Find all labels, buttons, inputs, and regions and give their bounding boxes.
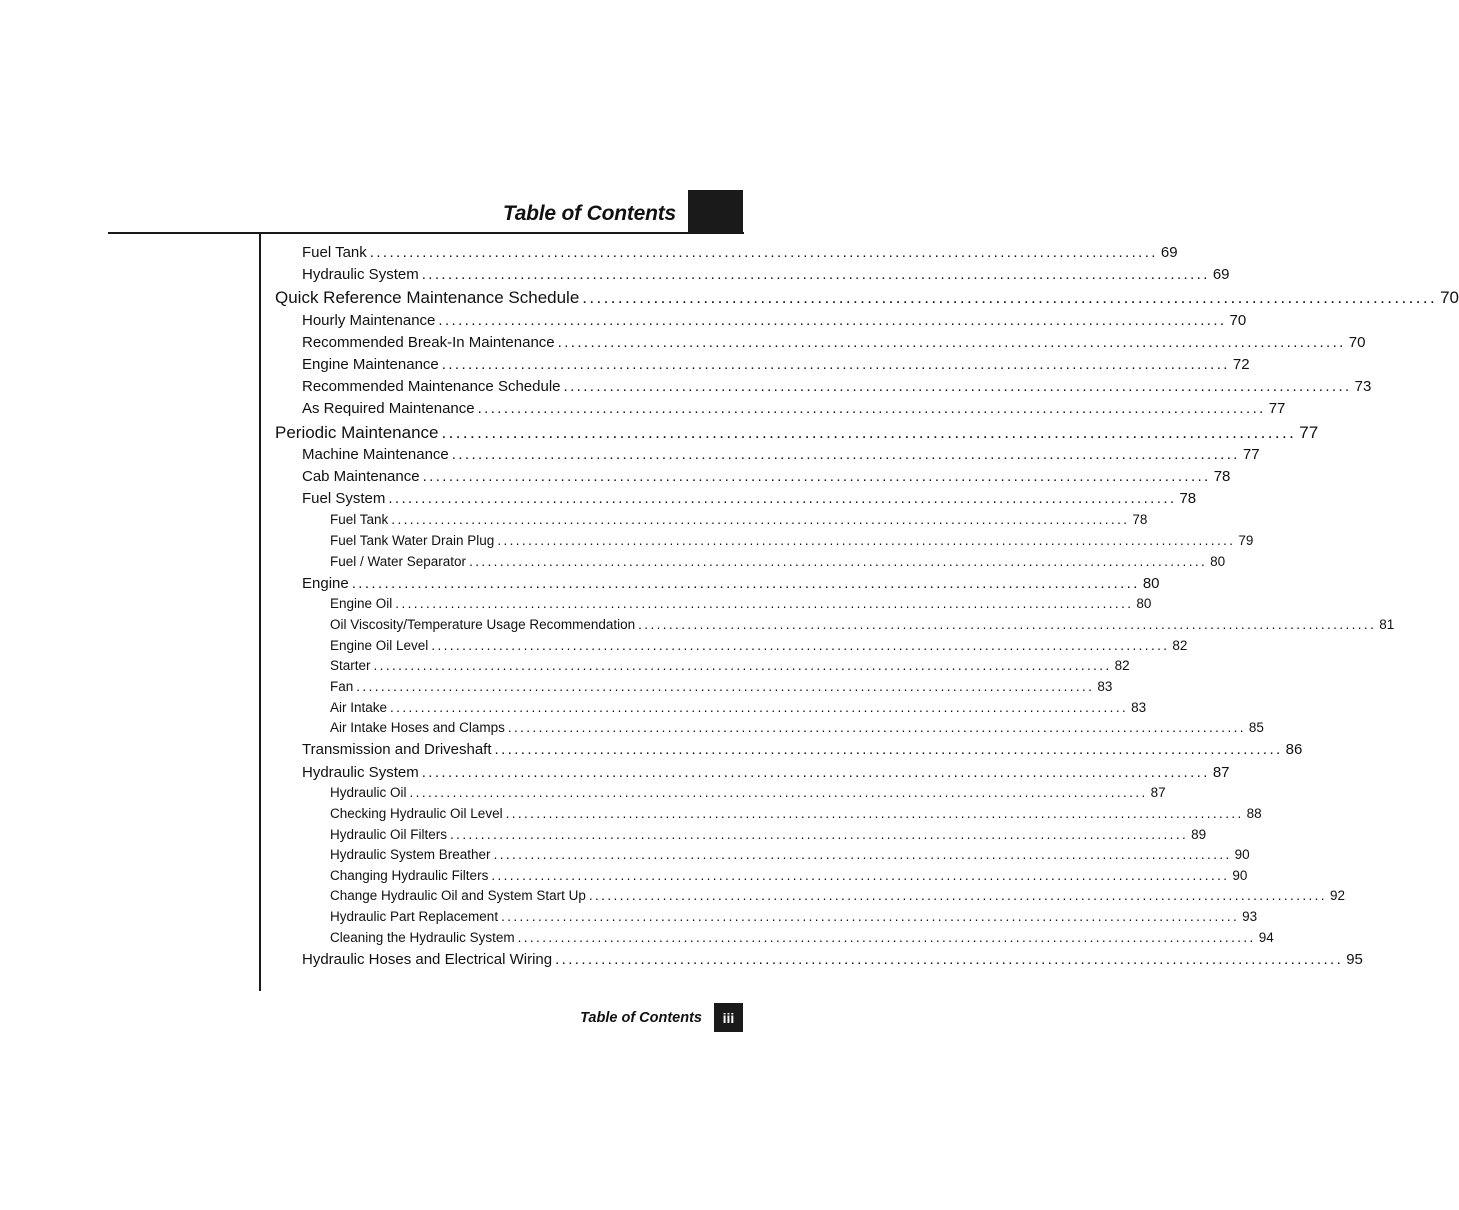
toc-entry-page: 90 bbox=[1232, 868, 1248, 883]
toc-entry-label: Hydraulic Oil bbox=[330, 785, 407, 800]
toc-entry-label: Starter bbox=[330, 658, 371, 673]
toc-entry-label: Fuel Tank bbox=[330, 512, 389, 527]
footer-page-number: iii bbox=[714, 1003, 743, 1032]
toc-entry-page: 78 bbox=[1179, 490, 1197, 507]
toc-entry-page: 80 bbox=[1136, 596, 1152, 611]
toc-dot-leader: ........................................................................................................................ bbox=[369, 244, 1158, 261]
toc-entry-label: Transmission and Driveshaft bbox=[302, 741, 492, 758]
toc-entry bbox=[330, 533, 1254, 548]
toc-dot-leader: ........................................................................................................................ bbox=[493, 847, 1232, 862]
toc-entry-page: 82 bbox=[1172, 638, 1188, 653]
toc-entry-label: Fuel / Water Separator bbox=[330, 554, 467, 569]
toc-entry-page: 82 bbox=[1114, 658, 1130, 673]
toc-entry-label: Fuel System bbox=[302, 490, 386, 507]
toc-entry-page: 70 bbox=[1229, 312, 1247, 329]
toc-entry-page: 72 bbox=[1232, 356, 1250, 373]
toc-entry bbox=[302, 764, 1230, 781]
toc-dot-leader: ........................................................................................................................ bbox=[501, 909, 1240, 924]
toc-dot-leader: ........................................................................................................................ bbox=[517, 930, 1256, 945]
toc-entry-label: Hydraulic System Breather bbox=[330, 847, 491, 862]
header-title: Table of Contents bbox=[502, 202, 676, 225]
toc-entry-page: 87 bbox=[1150, 785, 1166, 800]
toc-dot-leader: ........................................................................................................................ bbox=[588, 888, 1327, 903]
toc-entry-page: 94 bbox=[1258, 930, 1274, 945]
toc-entry-page: 83 bbox=[1131, 700, 1147, 715]
toc-entry bbox=[302, 378, 1372, 395]
toc-dot-leader: ........................................................................................................................ bbox=[491, 868, 1230, 883]
toc-entry bbox=[330, 785, 1166, 800]
toc-dot-leader: ........................................................................................................................ bbox=[438, 312, 1227, 329]
toc-entry bbox=[330, 512, 1148, 527]
toc-dot-leader: ........................................................................................................................ bbox=[373, 658, 1112, 673]
toc-entry bbox=[302, 575, 1160, 592]
toc-dot-leader: ........................................................................................................................ bbox=[431, 638, 1170, 653]
toc-dot-leader: ........................................................................................................................ bbox=[422, 468, 1211, 485]
toc-entry bbox=[302, 334, 1366, 351]
toc-entry bbox=[330, 868, 1248, 883]
toc-entry-label: Hydraulic Hoses and Electrical Wiring bbox=[302, 951, 553, 968]
toc-entry-label: Oil Viscosity/Temperature Usage Recommendation bbox=[330, 617, 636, 632]
toc-dot-leader: ........................................................................................................................ bbox=[391, 512, 1130, 527]
toc-dot-leader: ........................................................................................................................ bbox=[497, 533, 1236, 548]
toc-entry bbox=[330, 638, 1188, 653]
toc-dot-leader: ........................................................................................................................ bbox=[441, 356, 1230, 373]
toc-entry-page: 78 bbox=[1213, 468, 1231, 485]
toc-dot-leader: ........................................................................................................................ bbox=[563, 378, 1352, 395]
toc-entry-page: 88 bbox=[1246, 806, 1262, 821]
toc-entry-page: 80 bbox=[1210, 554, 1226, 569]
toc-entry bbox=[275, 423, 1319, 443]
toc-entry-label: Quick Reference Maintenance Schedule bbox=[275, 288, 580, 307]
toc-entry bbox=[302, 468, 1231, 485]
toc-entry-page: 69 bbox=[1212, 266, 1230, 283]
toc-entry-label: Engine Maintenance bbox=[302, 356, 439, 373]
toc-entry-page: 93 bbox=[1242, 909, 1258, 924]
toc-entry-page: 92 bbox=[1329, 888, 1345, 903]
toc-entry bbox=[330, 888, 1345, 903]
toc-entry-page: 70 bbox=[1440, 288, 1459, 307]
toc-entry-label: Change Hydraulic Oil and System Start Up bbox=[330, 888, 586, 903]
toc-entry-label: Hydraulic Oil Filters bbox=[330, 827, 448, 842]
toc-dot-leader: ........................................................................................................................ bbox=[395, 596, 1134, 611]
toc-entry-label: Hydraulic System bbox=[302, 266, 419, 283]
toc-dot-leader: ........................................................................................................................ bbox=[505, 806, 1244, 821]
toc-entry bbox=[302, 490, 1197, 507]
toc-entry bbox=[330, 617, 1395, 632]
toc-entry bbox=[330, 700, 1147, 715]
toc-dot-leader: ........................................................................................................................ bbox=[507, 720, 1246, 735]
toc-entry-page: 86 bbox=[1285, 741, 1303, 758]
toc-entry-label: Hydraulic Part Replacement bbox=[330, 909, 499, 924]
toc-entry-label: Periodic Maintenance bbox=[275, 423, 439, 442]
toc-entry-page: 77 bbox=[1299, 423, 1319, 442]
toc-entry bbox=[302, 446, 1260, 463]
toc-dot-leader: ........................................................................................................................ bbox=[557, 334, 1346, 351]
toc-dot-leader: ........................................................................................................................ bbox=[555, 951, 1344, 968]
toc-entry-label: Machine Maintenance bbox=[302, 446, 449, 463]
toc-entry-label: Fan bbox=[330, 679, 354, 694]
toc-entry-label: Recommended Maintenance Schedule bbox=[302, 378, 561, 395]
toc-entry-page: 80 bbox=[1142, 575, 1160, 592]
toc-entry bbox=[330, 679, 1113, 694]
toc-entry-label: Air Intake bbox=[330, 700, 388, 715]
toc-entry bbox=[330, 596, 1152, 611]
toc-entry-label: As Required Maintenance bbox=[302, 400, 475, 417]
toc-entry-page: 87 bbox=[1212, 764, 1230, 781]
toc-entry-page: 90 bbox=[1234, 847, 1250, 862]
toc-entry-label: Hourly Maintenance bbox=[302, 312, 436, 329]
toc-entry-label: Engine Oil bbox=[330, 596, 393, 611]
toc-entry bbox=[302, 312, 1247, 329]
toc-dot-leader: ........................................................................................................................ bbox=[469, 554, 1208, 569]
toc-entry-label: Recommended Break-In Maintenance bbox=[302, 334, 555, 351]
toc-entry bbox=[302, 951, 1363, 968]
toc-dot-leader: ........................................................................................................................ bbox=[351, 575, 1140, 592]
toc-entry-label: Changing Hydraulic Filters bbox=[330, 868, 489, 883]
toc-dot-leader: ........................................................................................................................ bbox=[494, 741, 1283, 758]
toc-entry-page: 77 bbox=[1268, 400, 1286, 417]
toc-entry-page: 69 bbox=[1160, 244, 1178, 261]
toc-entry bbox=[302, 356, 1250, 373]
footer-title: Table of Contents bbox=[580, 1010, 702, 1026]
toc-entry-page: 78 bbox=[1132, 512, 1148, 527]
toc-entry bbox=[330, 930, 1274, 945]
toc-entry-page: 70 bbox=[1348, 334, 1366, 351]
toc-entry-label: Air Intake Hoses and Clamps bbox=[330, 720, 505, 735]
toc-dot-leader: ........................................................................................................................ bbox=[390, 700, 1129, 715]
toc-entry-label: Fuel Tank Water Drain Plug bbox=[330, 533, 495, 548]
toc-entry-label: Hydraulic System bbox=[302, 764, 419, 781]
toc-dot-leader: ........................................................................................................................ bbox=[388, 490, 1177, 507]
toc-entry bbox=[330, 658, 1130, 673]
toc-entry-label: Fuel Tank bbox=[302, 244, 367, 261]
toc-entry bbox=[275, 288, 1459, 308]
toc-entry-label: Cab Maintenance bbox=[302, 468, 420, 485]
toc-entry bbox=[302, 266, 1230, 283]
toc-entry-page: 73 bbox=[1354, 378, 1372, 395]
toc-entry-label: Engine bbox=[302, 575, 349, 592]
toc-entry bbox=[330, 806, 1262, 821]
toc-dot-leader: ........................................................................................................................ bbox=[451, 446, 1240, 463]
toc-entry bbox=[330, 554, 1226, 569]
toc-entry-page: 85 bbox=[1248, 720, 1264, 735]
toc-entry-label: Checking Hydraulic Oil Level bbox=[330, 806, 503, 821]
toc-entry-label: Engine Oil Level bbox=[330, 638, 429, 653]
toc-entry-page: 81 bbox=[1379, 617, 1395, 632]
toc-entry bbox=[330, 827, 1207, 842]
toc-entry-label: Cleaning the Hydraulic System bbox=[330, 930, 515, 945]
toc-dot-leader: ........................................................................................................................ bbox=[441, 423, 1297, 442]
toc-dot-leader: ........................................................................................................................ bbox=[421, 764, 1210, 781]
toc-dot-leader: ........................................................................................................................ bbox=[409, 785, 1148, 800]
toc-entry bbox=[330, 909, 1258, 924]
toc-dot-leader: ........................................................................................................................ bbox=[582, 288, 1438, 307]
toc-entry bbox=[302, 741, 1303, 758]
toc-dot-leader: ........................................................................................................................ bbox=[421, 266, 1210, 283]
toc-entry-page: 89 bbox=[1191, 827, 1207, 842]
toc-entry-page: 95 bbox=[1346, 951, 1363, 968]
toc-entry bbox=[302, 400, 1286, 417]
toc-dot-leader: ........................................................................................................................ bbox=[450, 827, 1189, 842]
toc-entry bbox=[330, 847, 1250, 862]
toc-entry bbox=[330, 720, 1264, 735]
toc-entry-page: 79 bbox=[1238, 533, 1254, 548]
toc-dot-leader: ........................................................................................................................ bbox=[638, 617, 1377, 632]
toc-dot-leader: ........................................................................................................................ bbox=[356, 679, 1095, 694]
toc-entry-page: 77 bbox=[1242, 446, 1260, 463]
toc-entry-page: 83 bbox=[1097, 679, 1113, 694]
toc-entry bbox=[302, 244, 1178, 261]
toc-dot-leader: ........................................................................................................................ bbox=[477, 400, 1266, 417]
